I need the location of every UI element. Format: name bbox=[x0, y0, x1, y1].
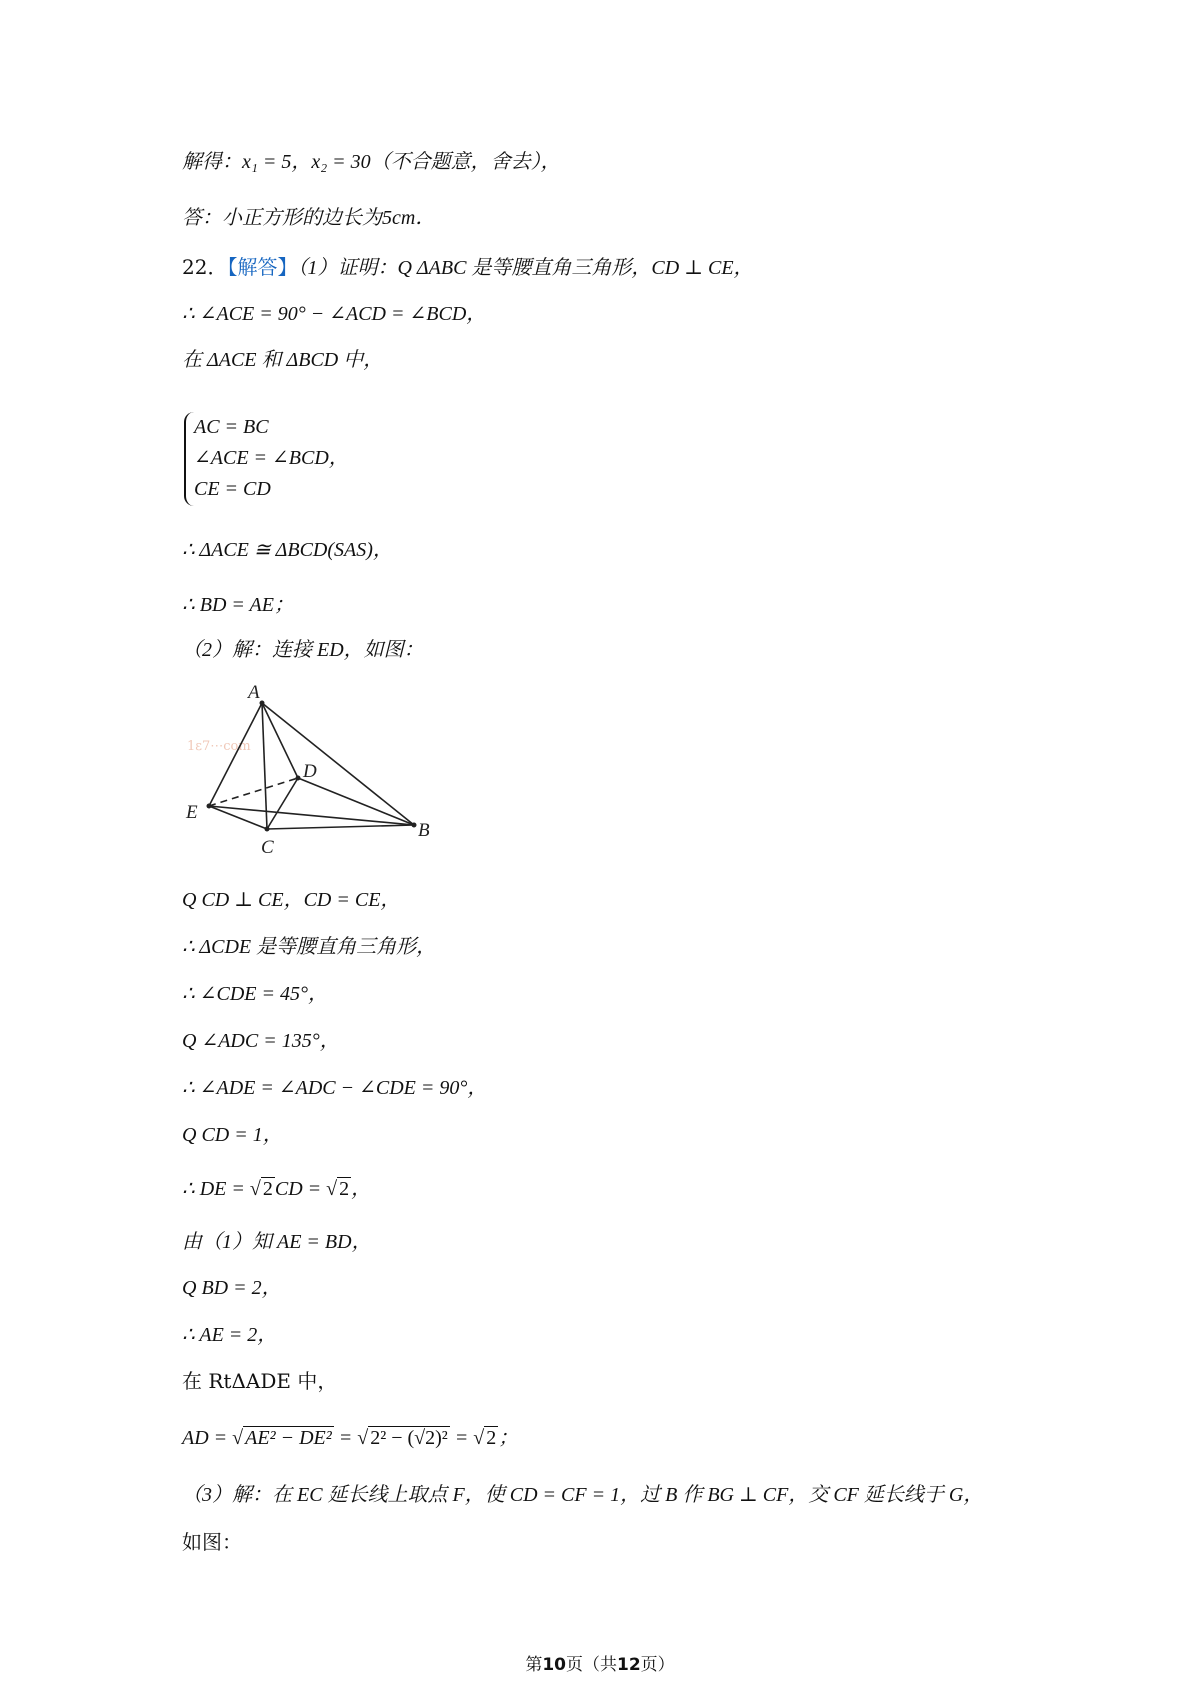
segment-ab bbox=[262, 703, 414, 825]
part-2-isosceles: ∴ ΔCDE 是等腰直角三角形， bbox=[182, 936, 437, 958]
part-2-ad-result: AD = √ AE² − DE² = √ 2² − (√2)² = √ 2 ； bbox=[182, 1427, 519, 1449]
answer-line: 答：小正方形的边长为5cm． bbox=[182, 207, 436, 229]
page-footer: 第10页（共12页） bbox=[525, 1655, 675, 1675]
problem-number: 22． bbox=[182, 255, 228, 279]
segment-ac bbox=[262, 703, 267, 829]
part-2-ae: ∴ AE = 2， bbox=[182, 1324, 278, 1346]
segment-db bbox=[298, 778, 414, 825]
segment-ed-dashed bbox=[209, 778, 298, 806]
part-2-de: ∴ DE = √ 2 CD = √ 2 ， bbox=[182, 1178, 372, 1200]
geometry-figure bbox=[182, 676, 442, 856]
part-2-angle-adc: Q ∠ADC = 135°， bbox=[182, 1030, 340, 1052]
segment-ae bbox=[209, 703, 262, 806]
part-2-intro: （2）解：连接 ED，如图： bbox=[182, 639, 424, 661]
proof-intro: （1）证明：Q ΔABC 是等腰直角三角形，CD ⊥ CE， bbox=[297, 257, 754, 279]
answer-tag: 【解答】 bbox=[227, 255, 298, 279]
proof-line-triangles: 在 ΔACE 和 ΔBCD 中， bbox=[182, 349, 384, 371]
part-2-ae-bd: 由（1）知 AE = BD， bbox=[182, 1231, 372, 1253]
part-3-figure-ref: 如图： bbox=[182, 1530, 242, 1554]
part-2-angle-cde: ∴ ∠CDE = 45°， bbox=[182, 983, 328, 1005]
proof-line-bd-ae: ∴ BD = AE； bbox=[182, 594, 294, 616]
system-line-1: AC = BC bbox=[194, 416, 269, 438]
figure-watermark: 1ε7⋯com bbox=[187, 739, 251, 754]
segment-ad bbox=[262, 703, 298, 778]
proof-line-congruent: ∴ ΔACE ≅ ΔBCD(SAS)， bbox=[182, 539, 393, 561]
label-e: E bbox=[186, 802, 198, 823]
part-2-rt-triangle: 在 RtΔADE 中， bbox=[182, 1369, 338, 1393]
part-2-given: Q CD ⊥ CE，CD = CE， bbox=[182, 889, 401, 911]
part-3-intro: （3）解：在 EC 延长线上取点 F，使 CD = CF = 1，过 B 作 BG ⊥ CF，交 CF 延长线于 G， bbox=[182, 1484, 984, 1506]
proof-line-angle: ∴ ∠ACE = 90° − ∠ACD = ∠BCD， bbox=[182, 303, 487, 325]
label-c: C bbox=[261, 837, 274, 856]
label-d: D bbox=[303, 761, 317, 782]
label-b: B bbox=[418, 820, 430, 841]
page-total: 12 bbox=[617, 1655, 641, 1675]
system-line-2: ∠ACE = ∠BCD， bbox=[194, 447, 349, 469]
part-2-cd: Q CD = 1， bbox=[182, 1124, 283, 1146]
part-2-angle-ade: ∴ ∠ADE = ∠ADC − ∠CDE = 90°， bbox=[182, 1077, 488, 1099]
congruence-system bbox=[184, 412, 349, 506]
part-2-bd: Q BD = 2， bbox=[182, 1277, 282, 1299]
page-number: 10 bbox=[542, 1655, 566, 1675]
segment-eb bbox=[209, 806, 414, 825]
label-a: A bbox=[248, 682, 260, 703]
system-line-3: CE = CD bbox=[194, 478, 271, 500]
solution-line-1: 解得：x₁ = 5，x₂ = 30（不合题意，舍去）， bbox=[182, 151, 561, 173]
problem-22-header bbox=[182, 253, 754, 282]
segment-cb bbox=[267, 825, 414, 829]
